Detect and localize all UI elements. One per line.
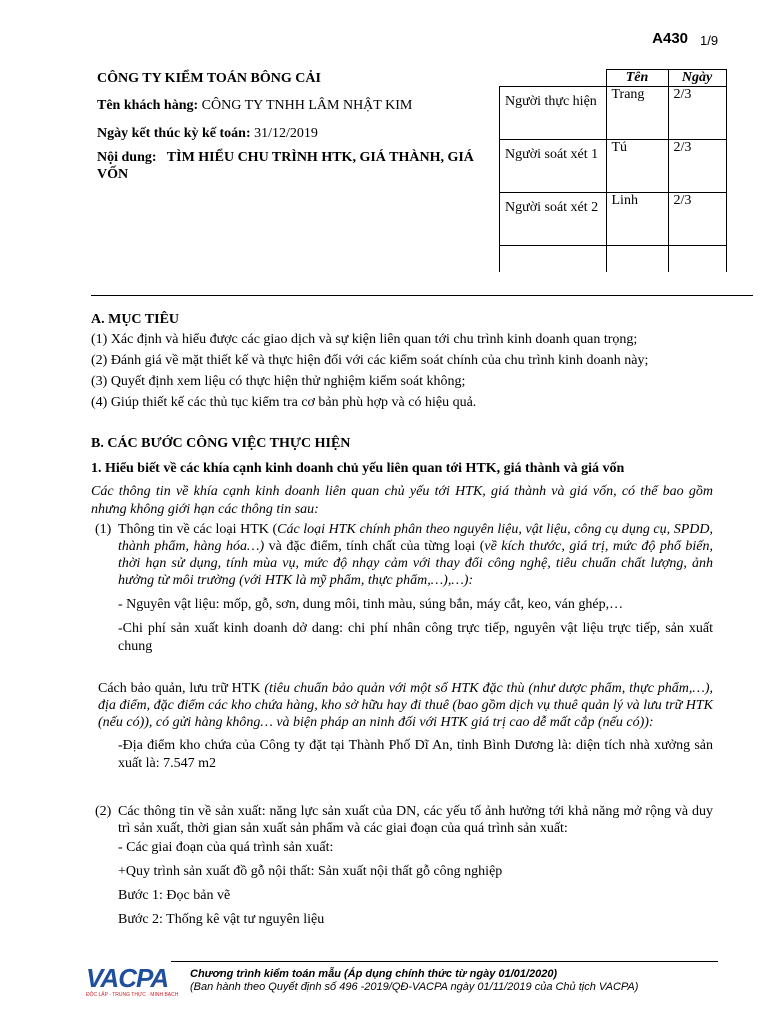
role-cell: Người soát xét 2: [500, 193, 607, 246]
logo-wordmark: VACPA: [86, 963, 169, 993]
section-steps: [91, 434, 713, 929]
role-cell: Người thực hiện: [500, 87, 607, 140]
item-1-text-b: Các loại HTK chính phân theo nguyên liệu, vật liệu, công cụ dụng cụ, SPDD, thành phẩm, hàng hóa…): [118, 522, 713, 554]
item-2: [91, 803, 713, 837]
period-value: 31/12/2019: [254, 126, 318, 141]
vacpa-logo: [86, 964, 178, 998]
signoff-table: [499, 69, 727, 272]
item-2-number: (2): [95, 804, 112, 819]
content-label: Nội dung:: [97, 150, 157, 165]
item-1-text-d: về kích thước, giá trị, mức độ phổ biến, thời hạn sử dụng, tính mùa vụ, mức độ nhạy cảm với thay đổi công nghệ, tiêu chuẩn chất lượng, ảnh hưởng từ môi trường (với HTK là mỹ phẩm, thực phẩm,…),…):: [118, 539, 713, 588]
production-line: Bước 1: Đọc bản vẽ: [118, 888, 231, 903]
content-value: TÌM HIỂU CHU TRÌNH HTK, GIÁ THÀNH, GIÁ VỐN: [97, 150, 474, 182]
objective-item: (4) Giúp thiết kế các thủ tục kiểm tra cơ bản phù hợp và có hiệu quả.: [91, 395, 477, 410]
table-row: [500, 87, 727, 140]
client-name: CÔNG TY TNHH LÂM NHẬT KIM: [201, 98, 413, 113]
storage-text-b: (tiêu chuẩn bảo quản với một số HTK đặc thù (như dược phẩm, thực phẩm,…), địa điểm, đặc điểm các kho chứa hàng, kho sở hữu hay đi thuê (bao gồm dịch vụ thuê quản lý và lưu trữ HTK (nếu có)), có gửi hàng không… và biện pháp an ninh đối với HTK giá trị cao dễ mất cắp (nếu có)):: [98, 681, 714, 730]
period-label: Ngày kết thúc kỳ kế toán:: [97, 126, 251, 141]
production-line: +Quy trình sản xuất đồ gỗ nội thất: Sản xuất nội thất gỗ công nghiệp: [118, 864, 503, 879]
storage-paragraph: [91, 680, 713, 731]
table-row: [500, 140, 727, 193]
logo-tagline: ĐỘC LẬP · TRUNG THỰC · MINH BẠCH: [86, 992, 179, 998]
item-2-text: Các thông tin về sản xuất: năng lực sản xuất của DN, các yếu tố ảnh hưởng tới khả năng mở rộng và duy trì sản xuất, thời gian sản xuất sản phẩm và các giai đoạn của quá trình sản xuất:: [118, 804, 713, 836]
table-row: [500, 246, 727, 272]
objective-item: (3) Quyết định xem liệu có thực hiện thử nghiệm kiểm soát không;: [91, 374, 466, 389]
item-1-text-a: Thông tin về các loại HTK (: [118, 522, 278, 537]
production-line: - Các giai đoạn của quá trình sản xuất:: [118, 840, 334, 855]
document-code: A430: [652, 30, 688, 47]
wip-bullet: -Chi phí sản xuất kinh doanh dở dang: chi phí nhân công trực tiếp, nguyên vật liệu trực tiếp, sản xuất chung: [118, 621, 713, 654]
date-cell: 2/3: [668, 193, 726, 246]
company-name: CÔNG TY KIỂM TOÁN BÔNG CẢI: [97, 71, 321, 86]
footer-text: [190, 968, 638, 994]
name-cell: Trang: [606, 87, 668, 140]
item-1-number: (1): [95, 522, 112, 537]
footer-line-1: Chương trình kiểm toán mẫu (Áp dụng chính thức từ ngày 01/01/2020): [190, 968, 558, 980]
page-number: 1/9: [700, 33, 719, 48]
section-a-title: A. MỤC TIÊU: [91, 312, 180, 327]
section-b-title: B. CÁC BƯỚC CÔNG VIỆC THỰC HIỆN: [91, 436, 351, 451]
header-divider: [91, 295, 753, 296]
name-cell: Tú: [606, 140, 668, 193]
col-name-header: Tên: [606, 70, 668, 87]
date-cell: 2/3: [668, 87, 726, 140]
section-objectives: [91, 310, 713, 412]
warehouse-bullet: -Địa điểm kho chứa của Công ty đặt tại Thành Phố Dĩ An, tỉnh Bình Dương là: diện tích nhà xưởng sản xuất là: 7.547 m2: [118, 738, 713, 771]
table-row: [500, 193, 727, 246]
client-label: Tên khách hàng:: [97, 98, 199, 113]
footer-divider: [171, 961, 718, 962]
objective-item: (1) Xác định và hiểu được các giao dịch và sự kiện liên quan tới chu trình kinh doanh quan trọng;: [91, 332, 638, 347]
client-line: [97, 97, 412, 114]
footer-line-2: (Ban hành theo Quyết định số 496 -2019/QĐ-VACPA ngày 01/11/2019 của Chủ tịch VACPA): [190, 981, 639, 993]
objective-item: (2) Đánh giá về mặt thiết kế và thực hiện đối với các kiểm soát chính của chu trình kinh doanh này;: [91, 353, 649, 368]
item-1-text-c: và đặc điểm, tính chất của từng loại (: [264, 539, 485, 554]
period-line: [97, 125, 318, 142]
role-cell: Người soát xét 1: [500, 140, 607, 193]
storage-text-a: Cách bảo quản, lưu trữ HTK: [98, 681, 265, 696]
date-cell: 2/3: [668, 140, 726, 193]
col-date-header: Ngày: [668, 70, 726, 87]
content-line: [97, 149, 487, 183]
item-1: [91, 521, 713, 589]
name-cell: Linh: [606, 193, 668, 246]
section-b-subtitle: 1. Hiểu biết về các khía cạnh kinh doanh chủ yếu liên quan tới HTK, giá thành và giá vốn: [91, 461, 625, 476]
section-b-intro: Các thông tin về khía cạnh kinh doanh liên quan chủ yếu tới HTK, giá thành và giá vốn, có thể bao gồm nhưng không giới hạn các thông tin sau:: [91, 484, 713, 517]
material-bullet: - Nguyên vật liệu: mốp, gỗ, sơn, dung môi, tinh màu, súng bắn, máy cắt, keo, ván ghép,…: [118, 597, 624, 612]
production-line: Bước 2: Thống kê vật tư nguyên liệu: [118, 912, 325, 927]
